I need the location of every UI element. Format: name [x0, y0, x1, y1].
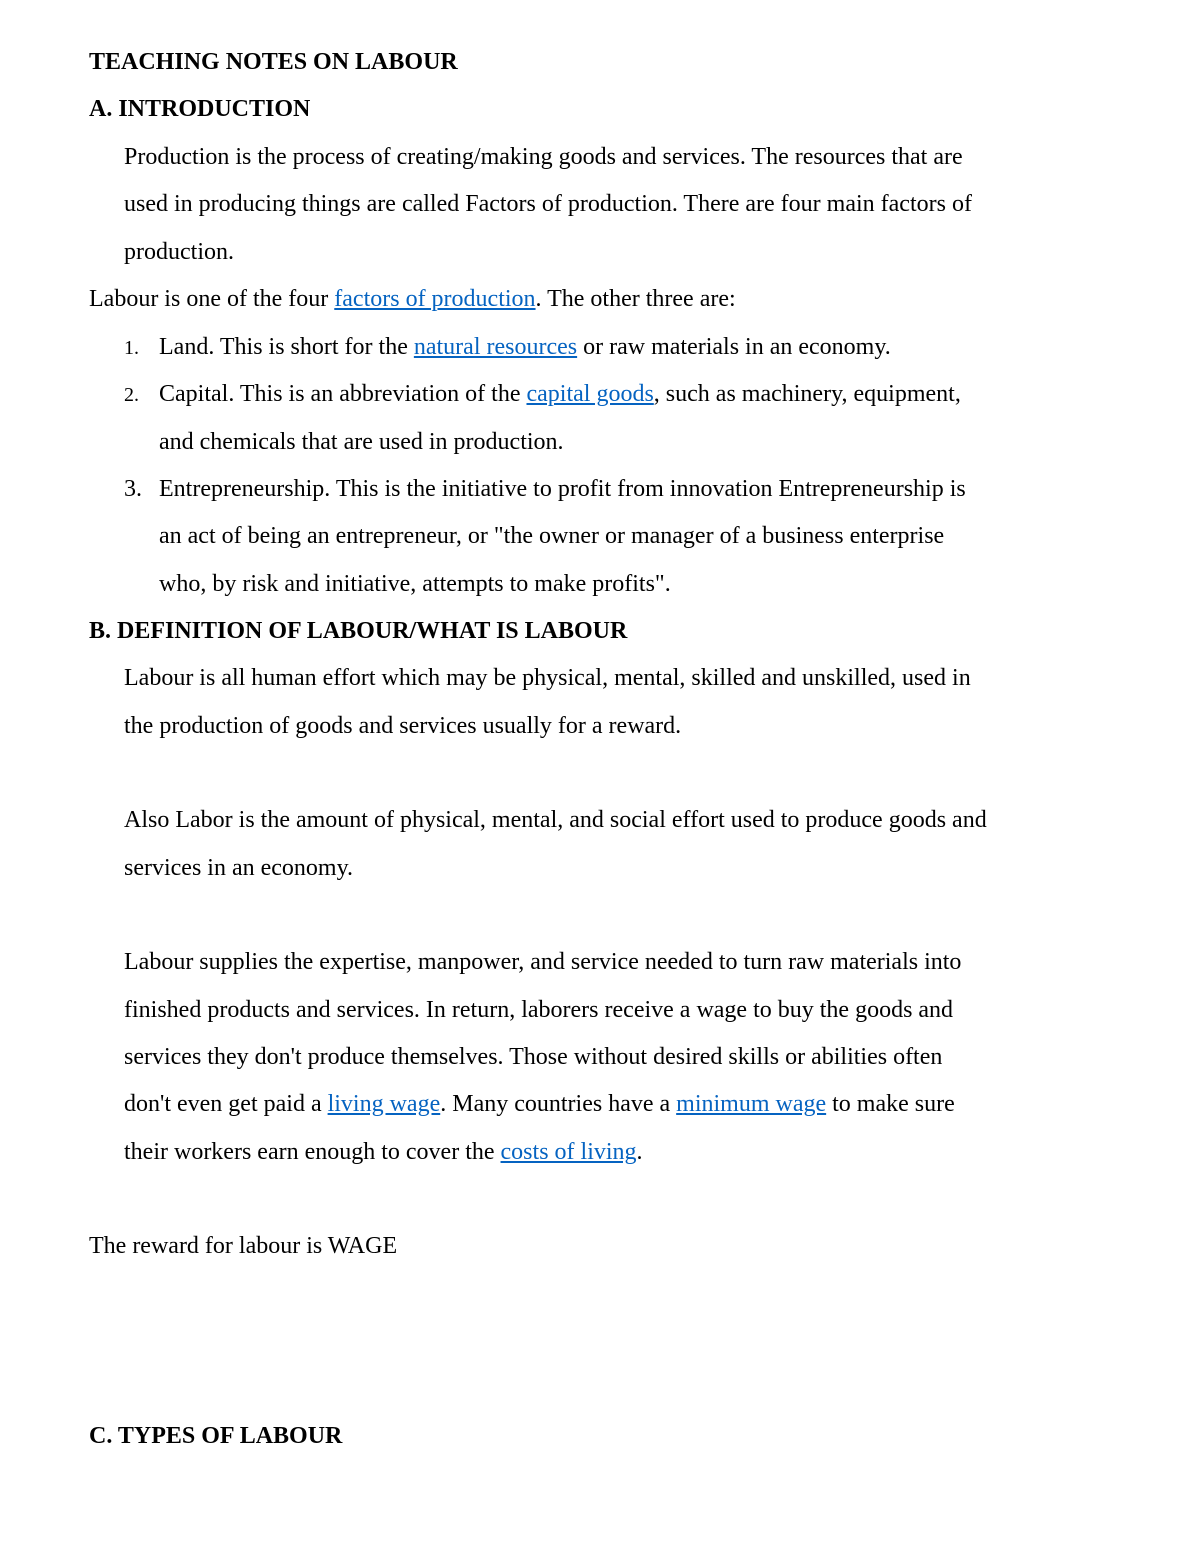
section-a-heading: A. INTRODUCTION — [89, 96, 311, 122]
list-item-land-text: Land. This is short for the — [159, 334, 414, 360]
list-item-entrepreneurship-line-2: an act of being an entrepreneur, or "the owner or manager of a business enterprise — [159, 523, 945, 549]
wage-line — [124, 1090, 955, 1118]
section-c-heading: C. TYPES OF LABOUR — [89, 1423, 343, 1449]
cost-line — [124, 1138, 643, 1166]
definition-line-1: Labour is all human effort which may be physical, mental, skilled and unskilled, used in — [124, 665, 971, 691]
document-title: TEACHING NOTES ON LABOUR — [89, 49, 458, 75]
list-item-capital-end: , such as machinery, equipment, — [653, 381, 961, 407]
also-line-2: services in an economy. — [124, 855, 354, 881]
list-item-land-end: or raw materials in an economy. — [577, 334, 891, 360]
section-b-heading: B. DEFINITION OF LABOUR/WHAT IS LABOUR — [89, 618, 628, 644]
also-line-1: Also Labor is the amount of physical, mental, and social effort used to produce goods and — [124, 807, 987, 833]
list-item-capital — [159, 380, 961, 408]
costs-of-living-link[interactable]: costs of living — [500, 1139, 637, 1165]
minimum-wage-link[interactable]: minimum wage — [676, 1091, 827, 1117]
list-number-2: 2. — [124, 384, 139, 406]
intro-line-2: used in producing things are called Factors of production. There are four main factors of — [124, 191, 972, 217]
living-wage-link[interactable]: living wage — [327, 1091, 441, 1117]
list-item-entrepreneurship-line-3: who, by risk and initiative, attempts to make profits". — [159, 571, 671, 597]
cost-line-text: their workers earn enough to cover the — [124, 1139, 501, 1165]
factors-lead-text: Labour is one of the four — [89, 286, 335, 312]
list-item-capital-line-2: and chemicals that are used in production. — [159, 429, 564, 455]
factors-of-production-link[interactable]: factors of production — [334, 286, 536, 312]
natural-resources-link[interactable]: natural resources — [413, 334, 578, 360]
capital-goods-link[interactable]: capital goods — [526, 381, 654, 407]
list-number-3: 3. — [124, 476, 142, 502]
definition-line-2: the production of goods and services usually for a reward. — [124, 713, 682, 739]
wage-line-end: to make sure — [826, 1091, 955, 1117]
factors-lead-end: . The other three are: — [535, 286, 736, 312]
supply-line-1: Labour supplies the expertise, manpower, and service needed to turn raw materials into — [124, 949, 962, 975]
reward-statement: The reward for labour is WAGE — [89, 1233, 398, 1259]
list-item-capital-text: Capital. This is an abbreviation of the — [159, 381, 527, 407]
intro-line-1: Production is the process of creating/making goods and services. The resources that are — [124, 144, 963, 170]
list-number-1: 1. — [124, 337, 139, 359]
supply-line-2: finished products and services. In return, laborers receive a wage to buy the goods and — [124, 997, 954, 1023]
supply-line-3: services they don't produce themselves. Those without desired skills or abilities often — [124, 1044, 943, 1070]
list-item-land — [159, 333, 891, 361]
factors-lead — [89, 285, 736, 313]
intro-line-3: production. — [124, 239, 234, 265]
wage-line-text: don't even get paid a — [124, 1091, 328, 1117]
cost-line-end: . — [636, 1139, 643, 1165]
list-item-entrepreneurship-line-1: Entrepreneurship. This is the initiative to profit from innovation Entrepreneurship is — [159, 476, 966, 502]
wage-line-middle: . Many countries have a — [440, 1091, 677, 1117]
